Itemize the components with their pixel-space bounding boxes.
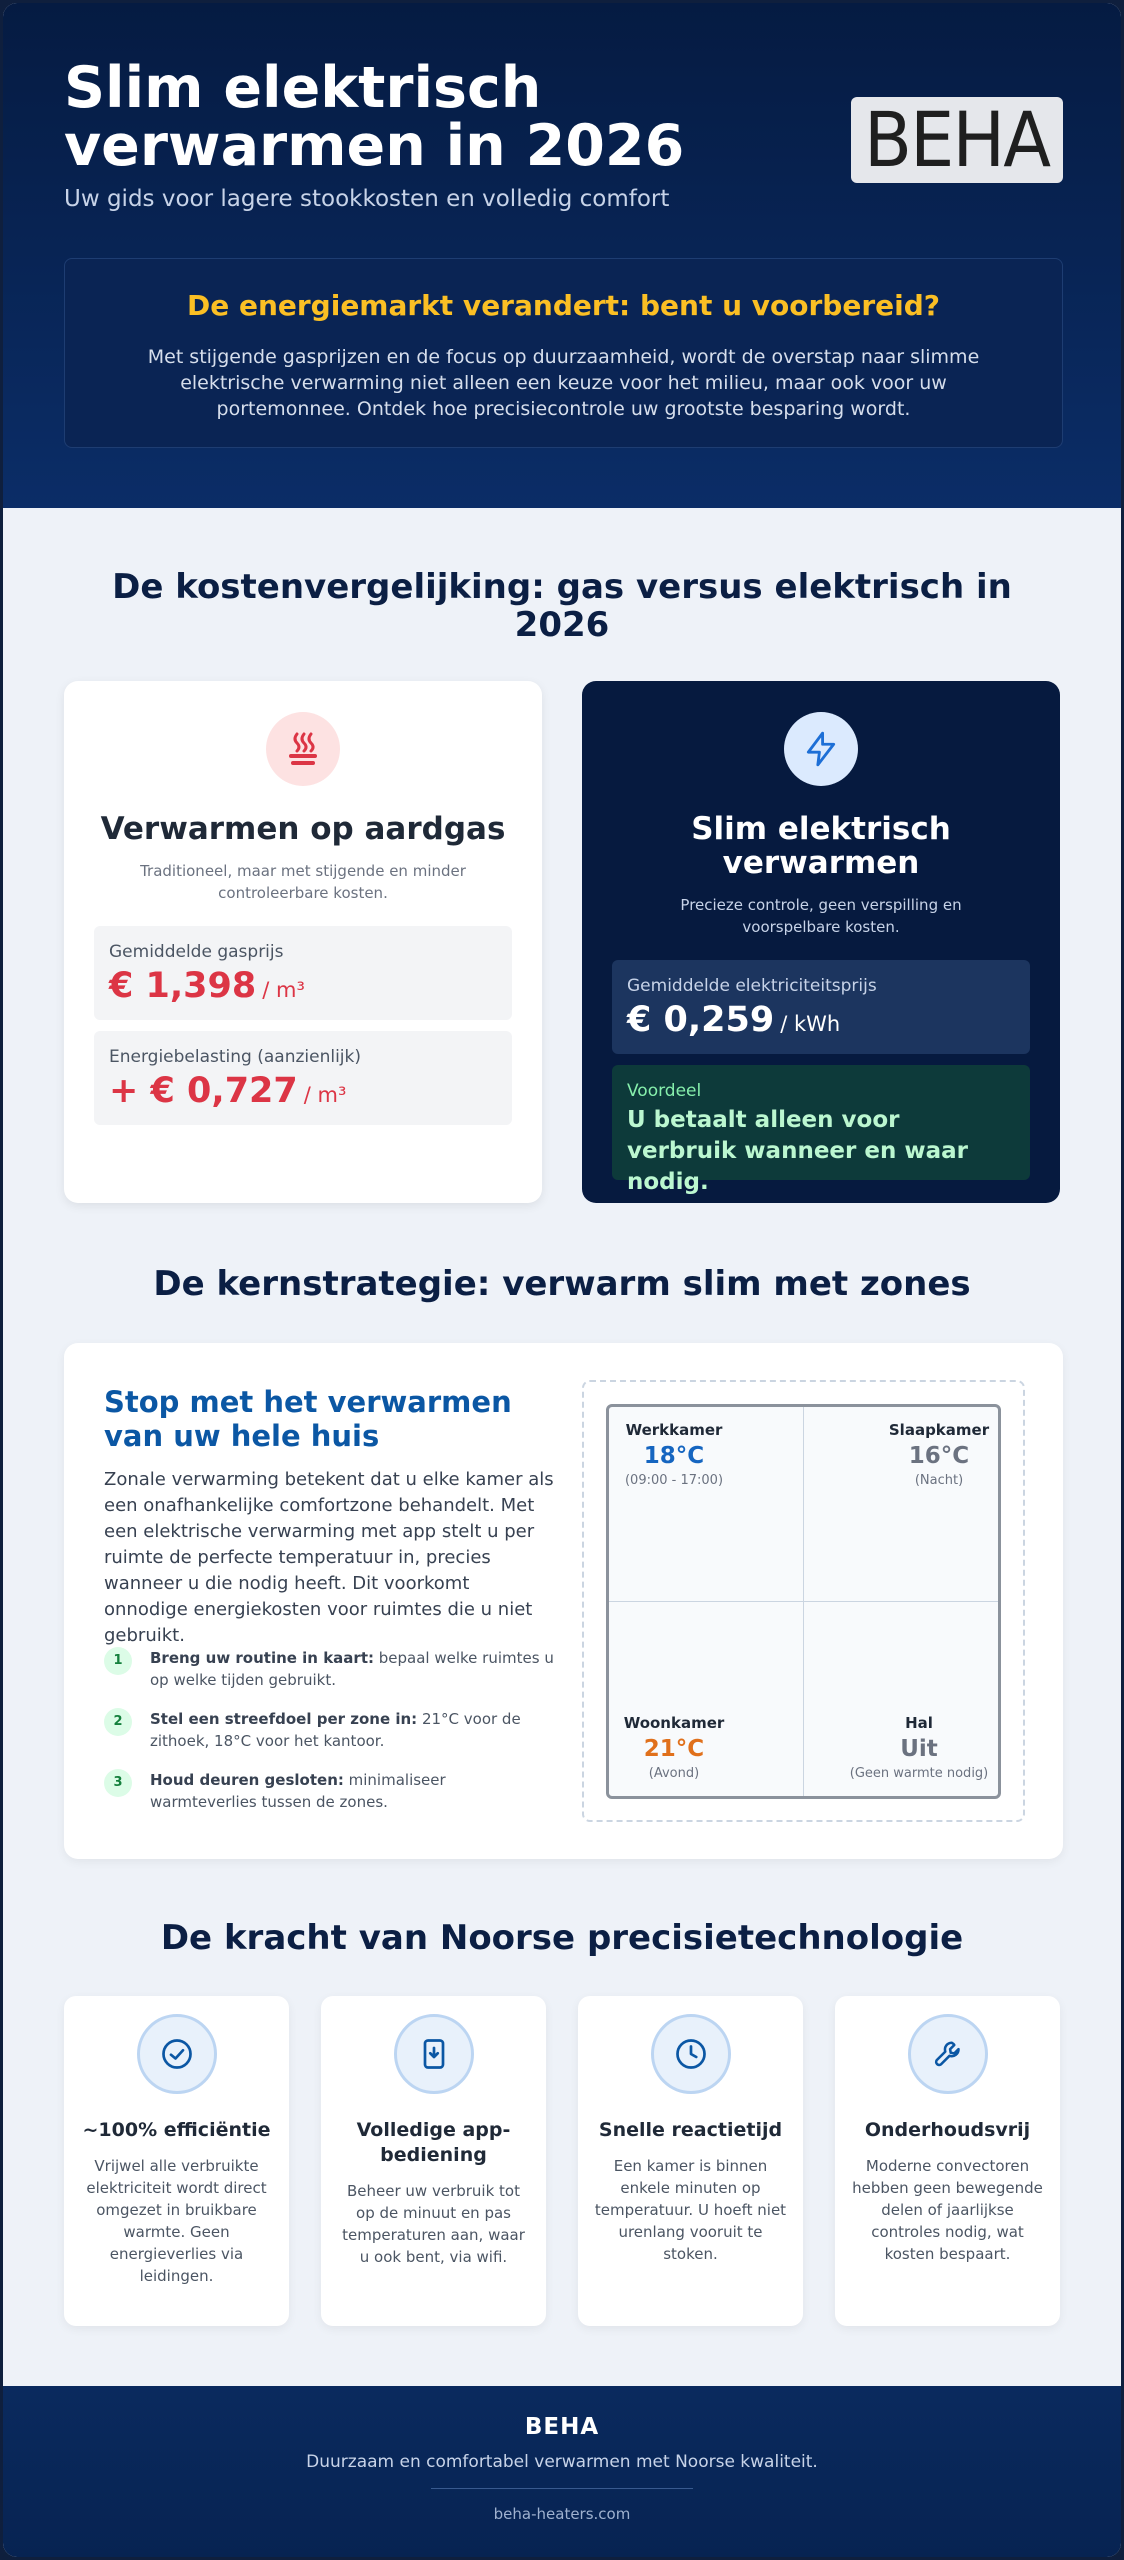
advantage-label: Voordeel (627, 1081, 702, 1101)
electric-card-title: Slim elektrisch verwarmen (691, 811, 951, 881)
step-item: 2 Stel een streefdoel per zone in: 21°C voor de zithoek, 18°C voor het kantoor. (104, 1708, 554, 1752)
notice-text: Met stijgende gasprijzen en de focus op duurzaamheid, wordt de overstap naar slimme elektrische verwarming niet alleen een keuze voor het milieu, maar ook voor uw portemonnee. Ontdek hoe precisiecontrole uw grootste besparing wordt. (147, 346, 980, 420)
step-number: 3 (104, 1769, 132, 1797)
comparison-title: De kostenvergelijking: gas versus elektrisch in 2026 (112, 567, 1012, 645)
page-subtitle: Uw gids voor lagere stookkosten en volledig comfort (64, 186, 670, 212)
room-slaapkamer: Slaapkamer 16°C (Nacht) (888, 1421, 990, 1488)
step-number: 2 (104, 1708, 132, 1736)
step-item: 1 Breng uw routine in kaart: bepaal welke ruimtes u op welke tijden gebruikt. (104, 1647, 554, 1691)
advantage-box (612, 1065, 1030, 1195)
step-number: 1 (104, 1647, 132, 1675)
feature-card-maintenance (835, 1996, 1060, 2326)
footer-tagline: Duurzaam en comfortabel verwarmen met Noorse kwaliteit. (306, 2452, 818, 2472)
notice-title: De energiemarkt verandert: bent u voorbereid? (186, 289, 941, 322)
gas-price-box (94, 926, 512, 1020)
strategy-body: Zonale verwarming betekent dat u elke kamer als een onafhankelijke comfortzone behandelt. Met een elektrische verwarming met app stelt u per ruimte de perfecte temperatuur in, precies wanneer u die nodig heeft. Dit voorkomt onnodige energiekosten voor ruimtes die u niet gebruikt. (104, 1469, 554, 1646)
feature-text: Een kamer is binnen enkele minuten op temperatuur. U hoeft niet urenlang vooruit te stoken. (594, 2157, 787, 2263)
lightning-icon (784, 712, 858, 786)
gas-card-title: Verwarmen op aardgas (100, 811, 506, 847)
electric-card (582, 681, 1060, 1203)
feature-title: Volledige app-bediening (356, 2119, 511, 2166)
strategy-heading: Stop met het verwarmen van uw hele huis (104, 1385, 512, 1453)
gas-tax-value: + € 0,727 / m³ (109, 1071, 347, 1111)
flame-icon (266, 712, 340, 786)
gas-price-label: Gemiddelde gasprijs (109, 942, 284, 962)
footer-website-link[interactable]: beha-heaters.com (493, 2505, 631, 2523)
feature-title: Onderhoudsvrij (864, 2119, 1031, 2141)
phone-app-icon (394, 2014, 474, 2094)
feature-card-app (321, 1996, 546, 2326)
brand-logo: BEHA (851, 97, 1063, 183)
feature-text: Beheer uw verbruik tot op de minuut en pas temperaturen aan, waar u ook bent, via wifi. (342, 2182, 525, 2266)
strategy-steps (104, 1647, 554, 1830)
check-circle-icon (137, 2014, 217, 2094)
feature-text: Vrijwel alle verbruikte elektriciteit wordt direct omgezet in bruikbare warmte. Geen energieverlies via leidingen. (86, 2157, 267, 2285)
feature-text: Moderne convectoren hebben geen bewegende delen of jaarlijkse controles nodig, wat kosten bespaart. (852, 2157, 1043, 2263)
advantage-text: U betaalt alleen voor verbruik wanneer en waar nodig. (627, 1107, 968, 1195)
market-notice (64, 258, 1063, 448)
page-footer (3, 2386, 1121, 2557)
wrench-icon (908, 2014, 988, 2094)
feature-card-speed (578, 1996, 803, 2326)
gas-price-value: € 1,398 / m³ (109, 966, 305, 1006)
features-title: De kracht van Noorse precisietechnologie (160, 1918, 964, 1958)
electric-price-value: € 0,259 / kWh (627, 1000, 841, 1040)
gas-tax-label: Energiebelasting (aanzienlijk) (109, 1047, 362, 1067)
plan-divider (609, 1601, 998, 1602)
floor-plan (582, 1380, 1025, 1822)
clock-icon (651, 2014, 731, 2094)
gas-card (64, 681, 542, 1203)
room-werkkamer: Werkkamer 18°C (09:00 - 17:00) (624, 1421, 724, 1488)
hero-header (3, 3, 1121, 508)
feature-title: ~100% efficiëntie (82, 2119, 271, 2141)
page-title: Slim elektrisch verwarmen in 2026 (64, 55, 685, 179)
gas-card-description: Traditioneel, maar met stijgende en minder controleerbare kosten. (140, 862, 466, 902)
gas-tax-box (94, 1031, 512, 1125)
electric-price-label: Gemiddelde elektriciteitsprijs (627, 976, 877, 996)
page (3, 3, 1121, 2557)
footer-brand: BEHA (524, 2414, 600, 2440)
electric-card-description: Precieze controle, geen verspilling en voorspelbare kosten. (680, 896, 962, 936)
step-item: 3 Houd deuren gesloten: minimaliseer warmteverlies tussen de zones. (104, 1769, 554, 1813)
room-hal: Hal Uit (Geen warmte nodig) (849, 1714, 989, 1781)
floor-plan-grid (606, 1404, 1001, 1799)
footer-divider (431, 2488, 693, 2489)
feature-card-efficiency (64, 1996, 289, 2326)
electric-price-box (612, 960, 1030, 1054)
strategy-card (64, 1343, 1063, 1859)
feature-title: Snelle reactietijd (598, 2119, 783, 2141)
room-woonkamer: Woonkamer 21°C (Avond) (623, 1714, 725, 1781)
strategy-title: De kernstrategie: verwarm slim met zones (153, 1264, 971, 1304)
